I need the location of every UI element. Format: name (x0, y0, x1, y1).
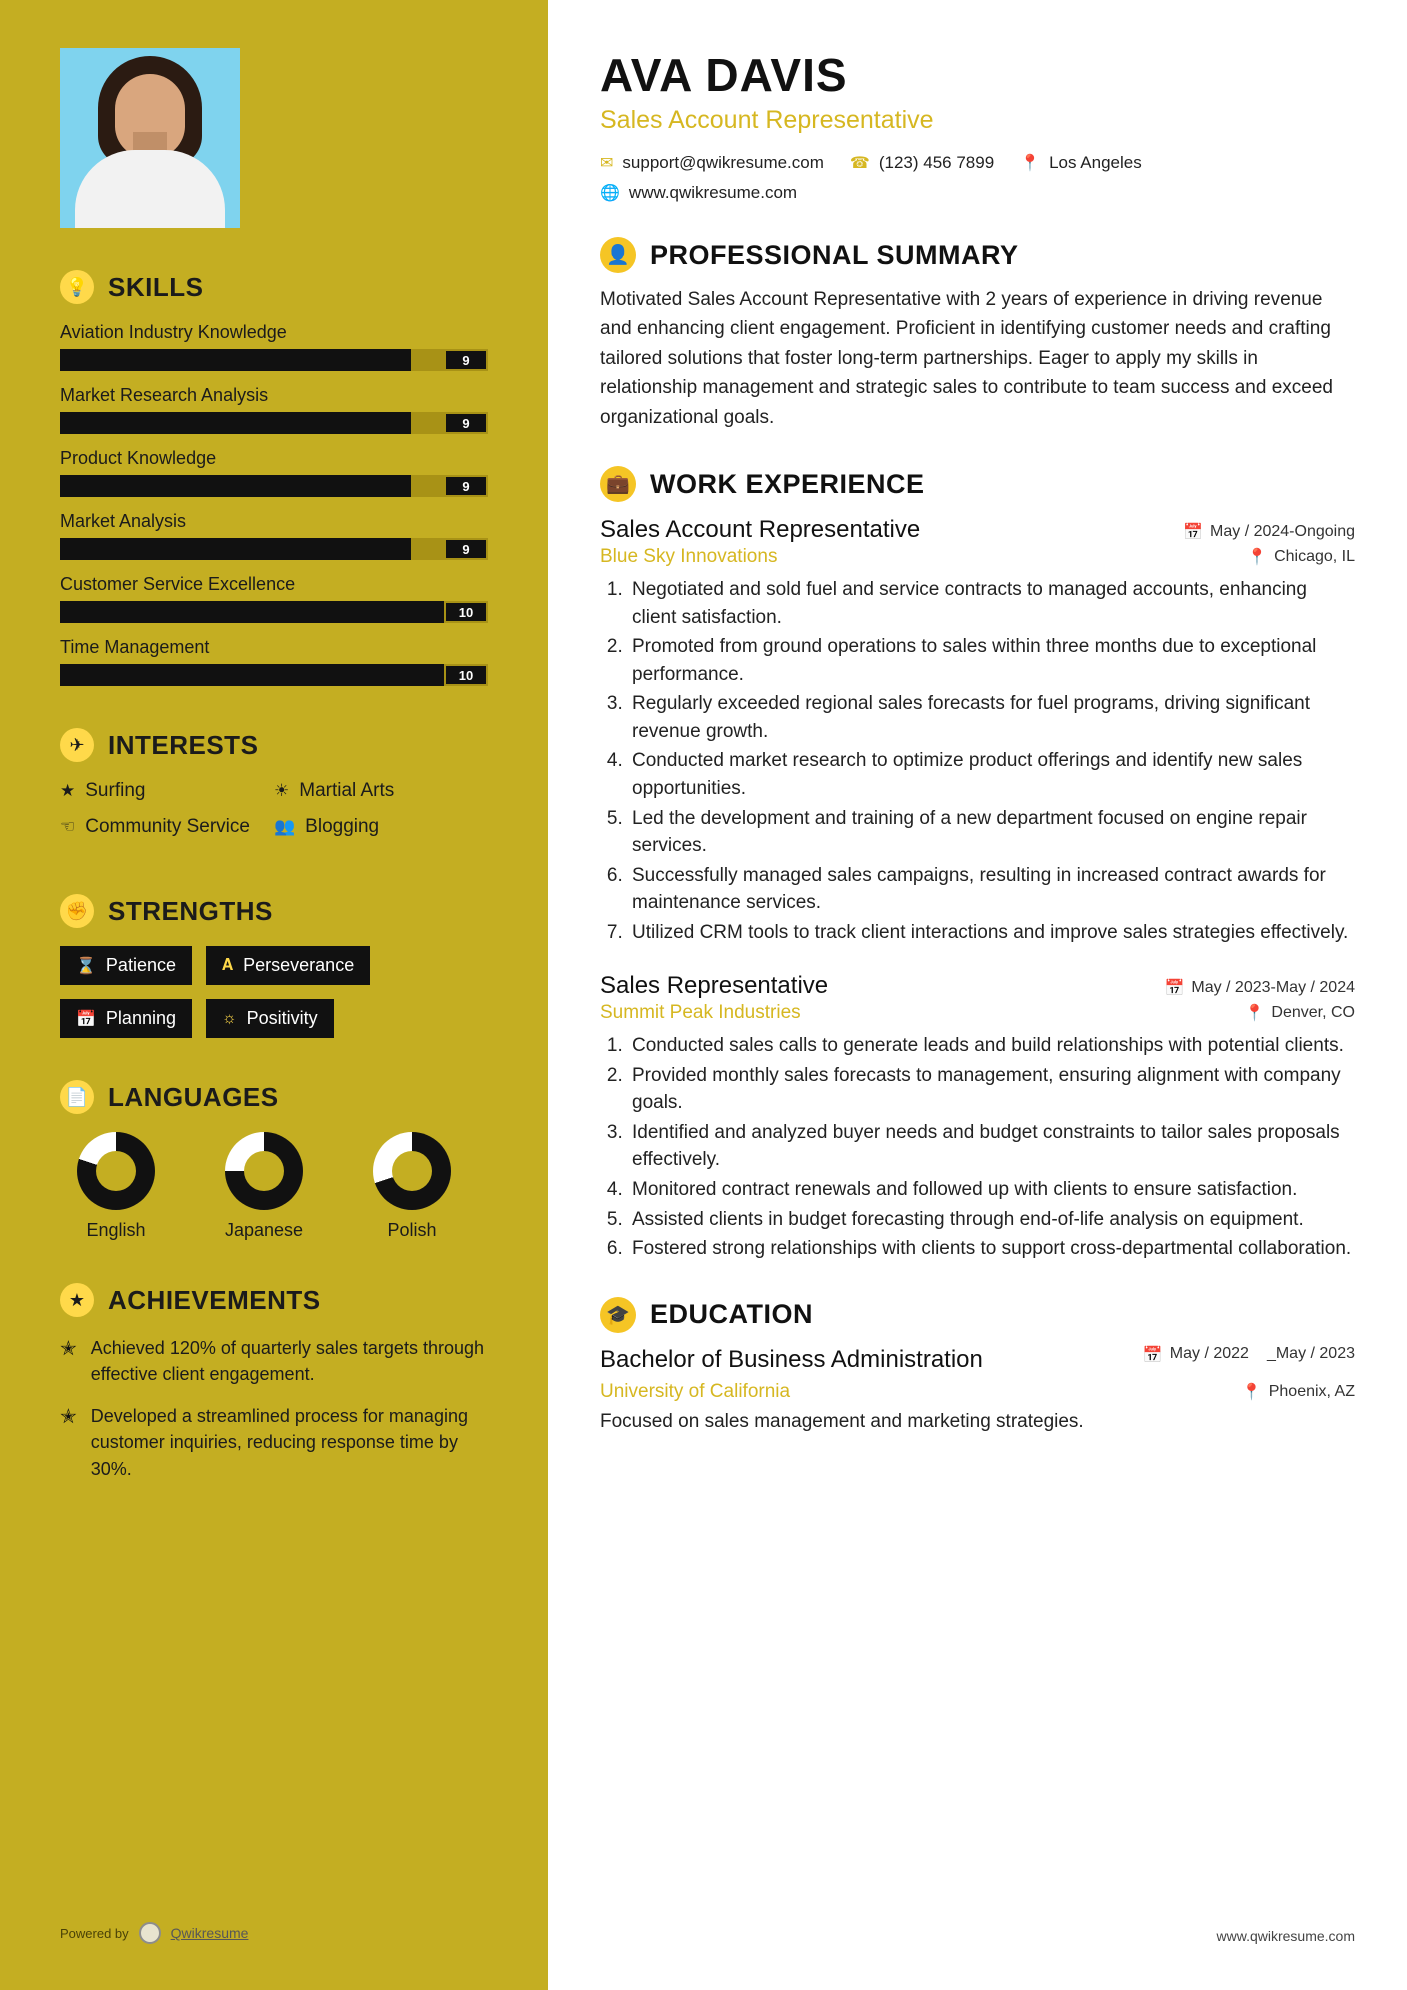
star-icon: ✭ (60, 1406, 77, 1429)
candidate-role: Sales Account Representative (600, 106, 934, 134)
education-degree: Bachelor of Business Administration (600, 1345, 983, 1373)
strengths-title: STRENGTHS (108, 895, 273, 926)
achievements-section-header (60, 1283, 488, 1317)
interest-item (274, 816, 488, 838)
skill-label: Market Analysis (60, 511, 187, 531)
powered-by (60, 1922, 248, 1944)
skills-section-header (60, 270, 488, 304)
job-bullet: 5. Led the development and training of a new department focused on engine repair services. (628, 805, 1355, 860)
qwikresume-logo-icon (139, 1922, 161, 1944)
language-label: Polish (387, 1220, 437, 1241)
strength-item (206, 946, 370, 985)
skill-item (60, 448, 488, 497)
star-badge-icon: ★ (60, 1283, 94, 1317)
skills-list (60, 322, 488, 686)
hourglass-icon: ⌛ (76, 957, 96, 975)
education-school: University of California (600, 1380, 791, 1402)
skill-bar (60, 601, 488, 623)
job-bullet: 3. Regularly exceeded regional sales forecasts for fuel programs, driving significant revenue growth. (628, 690, 1355, 745)
interest-item (274, 780, 488, 802)
languages-section-header (60, 1080, 488, 1114)
avatar-body (75, 150, 225, 228)
job-bullet: 2. Provided monthly sales forecasts to management, ensuring alignment with company goals. (628, 1062, 1355, 1117)
achievement-item (60, 1335, 488, 1387)
job-bullet: 1. Negotiated and sold fuel and service contracts to managed accounts, enhancing client satisfaction. (628, 576, 1355, 631)
job-location-text: Denver, CO (1271, 1004, 1355, 1022)
map-pin-icon: 📍 (1247, 549, 1268, 567)
paper-plane-icon: ✈ (60, 728, 94, 762)
globe-icon: 🌐 (600, 185, 620, 202)
graduation-cap-icon: 🎓 (600, 1297, 636, 1333)
map-pin-icon: 📍 (1241, 1383, 1262, 1401)
achievements-title: ACHIEVEMENTS (108, 1284, 321, 1315)
education-start-text: May / 2022 (1169, 1344, 1249, 1362)
map-pin-icon: 📍 (1244, 1005, 1265, 1023)
qwikresume-link[interactable]: Qwikresume (170, 1925, 249, 1941)
job-bullets (628, 1032, 1355, 1262)
interest-label: Blogging (305, 816, 380, 838)
strength-label: Patience (105, 955, 176, 976)
skill-item (60, 385, 488, 434)
job-bullet: 2. Promoted from ground operations to sales within three months due to exceptional performance. (628, 633, 1355, 688)
education-entry (600, 1345, 1355, 1433)
job-date-text: May / 2024-Ongoing (1210, 523, 1355, 541)
skill-value: 9 (444, 412, 488, 434)
user-icon: 👤 (600, 237, 636, 273)
job-bullets (628, 576, 1355, 946)
interest-label: Surfing (85, 780, 146, 801)
skill-bar (60, 664, 488, 686)
job-bullet: 3. Identified and analyzed buyer needs and budget constraints to tailor sales proposals effectively. (628, 1119, 1355, 1174)
candidate-name: AVA DAVIS (600, 49, 848, 101)
envelope-icon: ✉ (600, 155, 614, 172)
star-icon: ✭ (60, 1338, 77, 1361)
skill-item (60, 322, 488, 371)
calendar-icon: 📅 (1142, 1346, 1163, 1364)
strengths-list (60, 946, 488, 1038)
calendar-icon: 📅 (1164, 980, 1185, 998)
education-section-header (600, 1297, 1355, 1333)
job-bullet: 5. Assisted clients in budget forecasting through end-of-life analysis on equipment. (628, 1206, 1355, 1234)
languages-title: LANGUAGES (108, 1081, 279, 1112)
work-section-header (600, 466, 1355, 502)
website-text: www.qwikresume.com (628, 183, 798, 202)
language-item (208, 1132, 320, 1241)
achievements-list (60, 1335, 488, 1481)
sun-icon: ☼ (221, 1009, 237, 1027)
contact-email[interactable] (600, 153, 824, 173)
language-label: English (86, 1220, 146, 1241)
id-card-icon: 📄 (60, 1080, 94, 1114)
globe-icon: ☀ (274, 781, 290, 800)
avatar (60, 48, 240, 228)
language-progress-ring (225, 1132, 303, 1210)
calendar-icon: 📅 (76, 1010, 96, 1028)
language-label: Japanese (224, 1220, 304, 1241)
lightbulb-icon: 💡 (60, 270, 94, 304)
people-icon: 👥 (274, 817, 296, 837)
bold-a-icon: 𝐀 (221, 956, 234, 974)
education-description: Focused on sales management and marketing strategies. (600, 1410, 1084, 1432)
powered-by-label: Powered by (60, 1925, 129, 1941)
summary-title: PROFESSIONAL SUMMARY (650, 239, 1019, 270)
skill-value: 9 (444, 538, 488, 560)
skill-label: Customer Service Excellence (60, 574, 296, 594)
interest-item (60, 780, 274, 802)
phone-icon: ☎ (849, 155, 870, 172)
job-company: Blue Sky Innovations (600, 546, 778, 568)
strength-label: Planning (105, 1008, 176, 1029)
strength-label: Perseverance (243, 955, 355, 976)
job-bullet: 4. Conducted market research to optimize product offerings and identify new sales opportunities. (628, 747, 1355, 802)
email-text: support@qwikresume.com (622, 153, 824, 172)
interests-section-header (60, 728, 488, 762)
location-text: Los Angeles (1049, 153, 1142, 172)
contact-bar (600, 153, 1355, 203)
fist-icon: ✊ (60, 894, 94, 928)
phone-text: (123) 456 7899 (878, 153, 995, 172)
skill-value: 10 (444, 664, 488, 686)
education-location-text: Phoenix, AZ (1268, 1382, 1355, 1400)
education-end-text: _May / 2023 (1266, 1344, 1355, 1362)
achievement-item (60, 1403, 488, 1481)
contact-phone[interactable] (850, 153, 994, 173)
interest-item (60, 816, 274, 838)
language-item (356, 1132, 468, 1241)
job-bullet: 6. Successfully managed sales campaigns, resulting in increased contract awards for maintenance services. (628, 862, 1355, 917)
job-location-text: Chicago, IL (1274, 548, 1355, 566)
job-date (1183, 522, 1355, 542)
strength-item (206, 999, 334, 1038)
skills-title: SKILLS (108, 271, 204, 302)
interests-list (60, 780, 488, 852)
interest-label: Community Service (85, 816, 250, 838)
education-location (1242, 1382, 1355, 1402)
job-date-text: May / 2023-May / 2024 (1191, 979, 1355, 997)
achievement-text: Developed a streamlined process for managing customer inquiries, reducing response time by 30%. (90, 1406, 468, 1479)
skill-bar (60, 475, 488, 497)
job-title: Sales Representative (600, 972, 829, 1000)
education-end-date (1267, 1345, 1355, 1363)
job-company: Summit Peak Industries (600, 1002, 801, 1024)
education-start-date (1143, 1345, 1249, 1365)
language-progress-ring (77, 1132, 155, 1210)
interests-title: INTERESTS (108, 729, 259, 760)
map-pin-icon: 📍 (1020, 155, 1041, 172)
languages-list (60, 1132, 488, 1241)
briefcase-icon: 💼 (600, 466, 636, 502)
contact-website[interactable] (600, 183, 797, 203)
strength-label: Positivity (246, 1008, 318, 1029)
summary-text: Motivated Sales Account Representative with 2 years of experience in driving revenue and enhancing client engagement. Proficient in identifying customer needs and crafting tailored solutions that foster long-term partnerships. Eager to apply my skills in relationship management and strategic sales to contribute to team success and exceed organizational goals. (600, 289, 1333, 428)
interest-label: Martial Arts (299, 780, 395, 801)
skill-label: Aviation Industry Knowledge (60, 322, 287, 342)
job-entry (600, 972, 1355, 1262)
skill-bar (60, 538, 488, 560)
skill-label: Time Management (60, 637, 210, 657)
job-title: Sales Account Representative (600, 516, 921, 544)
job-location (1247, 547, 1355, 567)
skill-bar (60, 349, 488, 371)
job-bullet: 7. Utilized CRM tools to track client interactions and improve sales strategies effectively. (628, 919, 1355, 947)
skill-item (60, 511, 488, 560)
job-date (1164, 978, 1355, 998)
skill-item (60, 637, 488, 686)
job-location (1244, 1003, 1355, 1023)
strength-item (60, 999, 192, 1038)
skill-item (60, 574, 488, 623)
main-content (548, 0, 1407, 1990)
footer-website: www.qwikresume.com (1216, 1928, 1355, 1944)
strengths-section-header (60, 894, 488, 928)
contact-location (1020, 153, 1142, 173)
calendar-icon: 📅 (1183, 524, 1204, 542)
education-title: EDUCATION (650, 1299, 813, 1330)
job-bullet: 6. Fostered strong relationships with clients to support cross-departmental collaboration. (628, 1235, 1355, 1263)
language-item (60, 1132, 172, 1241)
skill-value: 9 (444, 475, 488, 497)
job-bullet: 4. Monitored contract renewals and followed up with clients to ensure satisfaction. (628, 1176, 1355, 1204)
skill-value: 10 (444, 601, 488, 623)
star-icon: ★ (60, 781, 76, 800)
language-progress-ring (373, 1132, 451, 1210)
skill-label: Market Research Analysis (60, 385, 269, 405)
strength-item (60, 946, 192, 985)
hand-icon: ☜ (60, 817, 76, 837)
work-title: WORK EXPERIENCE (650, 468, 925, 499)
job-bullet: 1. Conducted sales calls to generate leads and build relationships with potential clients. (628, 1032, 1355, 1060)
skill-value: 9 (444, 349, 488, 371)
job-entry (600, 516, 1355, 946)
skill-label: Product Knowledge (60, 448, 217, 468)
sidebar (0, 0, 548, 1990)
achievement-text: Achieved 120% of quarterly sales targets through effective client engagement. (90, 1338, 484, 1385)
summary-section-header (600, 237, 1355, 273)
skill-bar (60, 412, 488, 434)
